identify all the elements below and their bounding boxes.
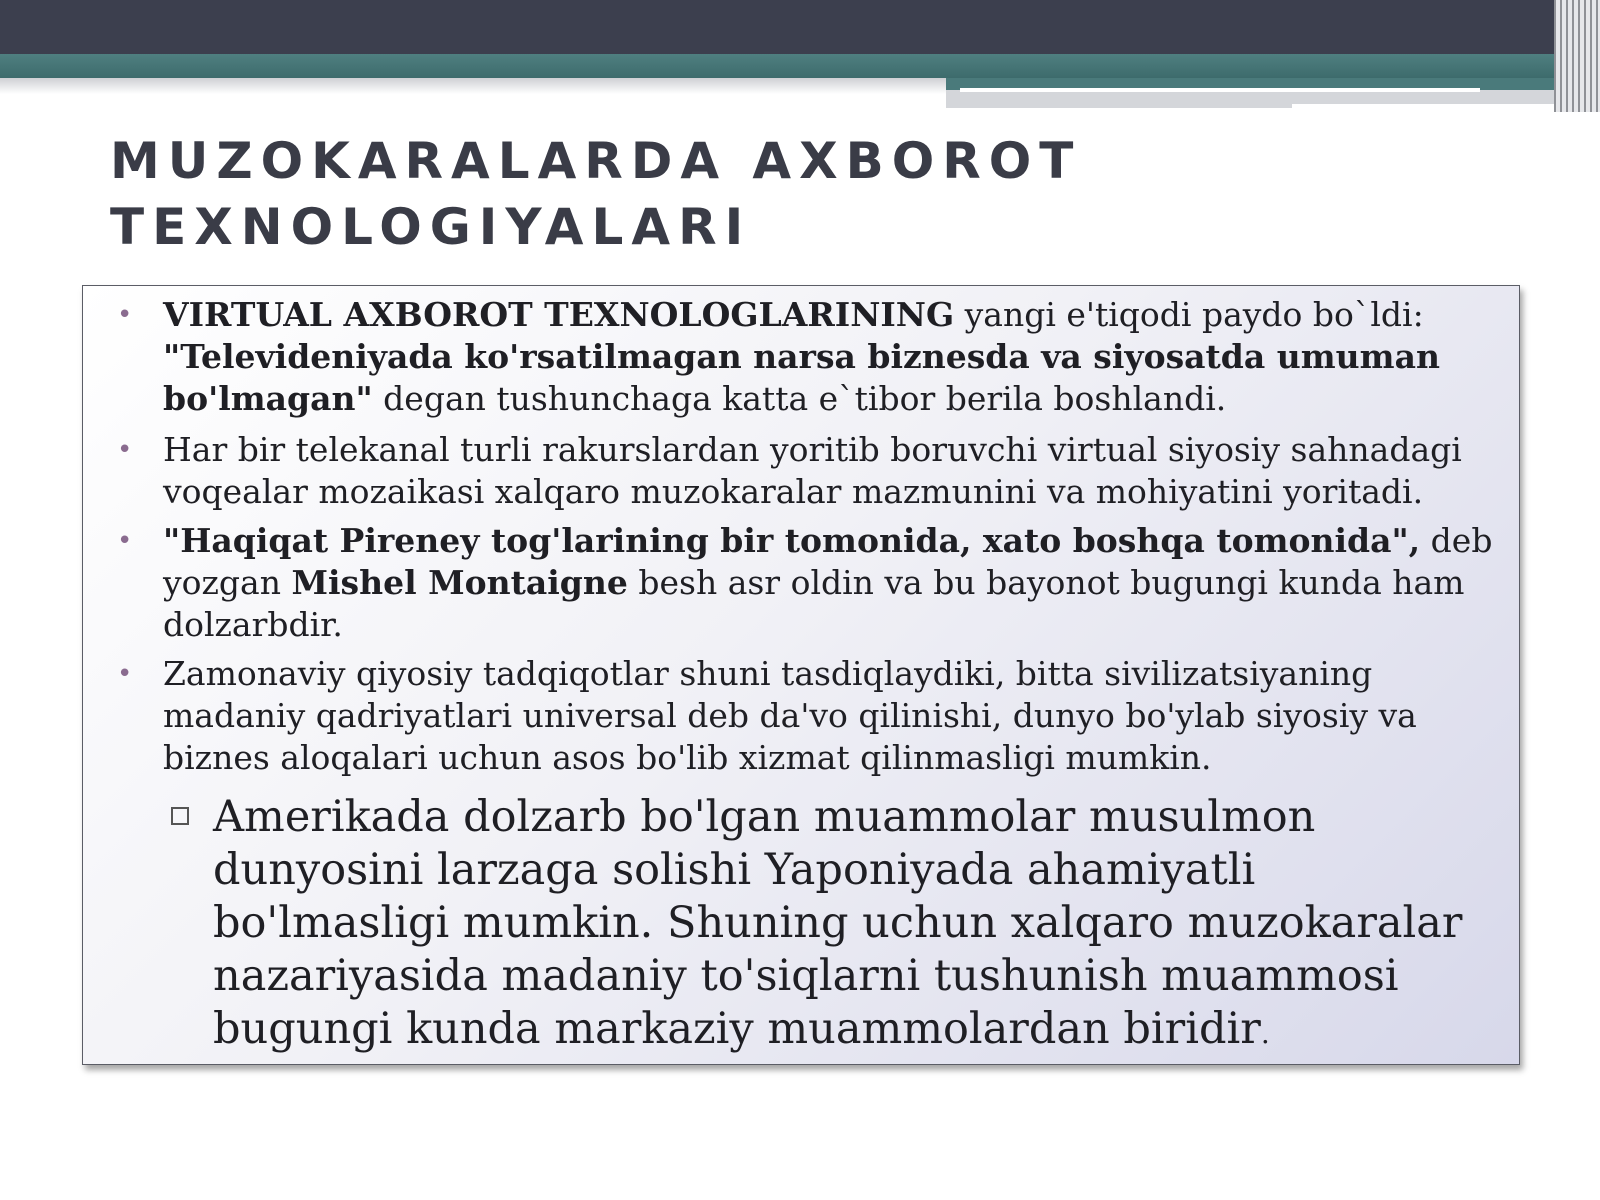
- bullet-bold-text: VIRTUAL AXBOROT TEXNOLOGLARINING: [163, 295, 955, 334]
- header-white-line: [1292, 104, 1568, 108]
- bullet-dot-icon: •: [117, 435, 133, 465]
- bullet-bold-text: "Haqiqat Pireney tog'larining bir tomonida, xato boshqa tomonida",: [163, 521, 1421, 560]
- slide-title: [110, 128, 1310, 260]
- bullet-item: [117, 653, 1493, 779]
- header-shadow: [0, 78, 946, 94]
- sub-bullet-period: .: [1260, 1017, 1270, 1050]
- sub-bullet-item: [213, 791, 1503, 1060]
- bullet-bold-text: Mishel Montaigne: [291, 563, 628, 602]
- slide-title-line1: MUZOKARALARDA AXBOROT: [110, 132, 1082, 190]
- bullet-bold-text: "Televideniyada ko'rsatilmagan narsa biznesda va siyosatda umuman bo'lmagan": [163, 337, 1440, 418]
- header-edge-lines: [1554, 0, 1600, 112]
- bullet-text: degan tushunchaga katta e`tibor berila boshlandi.: [372, 379, 1227, 418]
- sub-bullet-text: Amerikada dolzarb bo'lgan muammolar musulmon dunyosini larzaga solishi Yaponiyada ahamiyatli bo'lmasligi mumkin. Shuning uchun xalqaro muzokaralar nazariyasida madaniy to'siqlarni tushunish muammosi bugungi kunda markaziy muammolardan biridir: [213, 792, 1463, 1054]
- bullet-text: besh asr oldin va bu bayonot bugungi kunda ham dolzarbdir.: [163, 563, 1465, 644]
- bullet-text: deb yozgan: [163, 521, 1493, 602]
- header-white-line: [960, 88, 1480, 92]
- content-box: [82, 285, 1520, 1065]
- bullet-text: yangi e'tiqodi paydo bo`ldi:: [954, 295, 1424, 334]
- bullet-dot-icon: •: [117, 526, 133, 556]
- bullet-text: Har bir telekanal turli rakurslardan yoritib boruvchi virtual siyosiy sahnadagi voqealar mozaikasi xalqaro muzokaralar mazmunini va mohiyatini yoritadi.: [163, 430, 1462, 511]
- bullet-item: [117, 520, 1493, 646]
- slide-title-line2: TEXNOLOGIYALARI: [110, 198, 752, 256]
- square-bullet-icon: [171, 807, 189, 825]
- bullet-item: [117, 429, 1493, 513]
- bullet-dot-icon: •: [117, 300, 133, 330]
- header-bar-teal: [0, 54, 1600, 78]
- bullet-item: [117, 294, 1493, 420]
- bullet-dot-icon: •: [117, 659, 133, 689]
- bullet-text: Zamonaviy qiyosiy tadqiqotlar shuni tasdiqlaydiki, bitta sivilizatsiyaning madaniy qadriyatlari universal deb da'vo qilinishi, dunyo bo'ylab siyosiy va biznes aloqalari uchun asos bo'lib xizmat qilinmasligi mumkin.: [163, 654, 1417, 777]
- header-bar-dark: [0, 0, 1600, 54]
